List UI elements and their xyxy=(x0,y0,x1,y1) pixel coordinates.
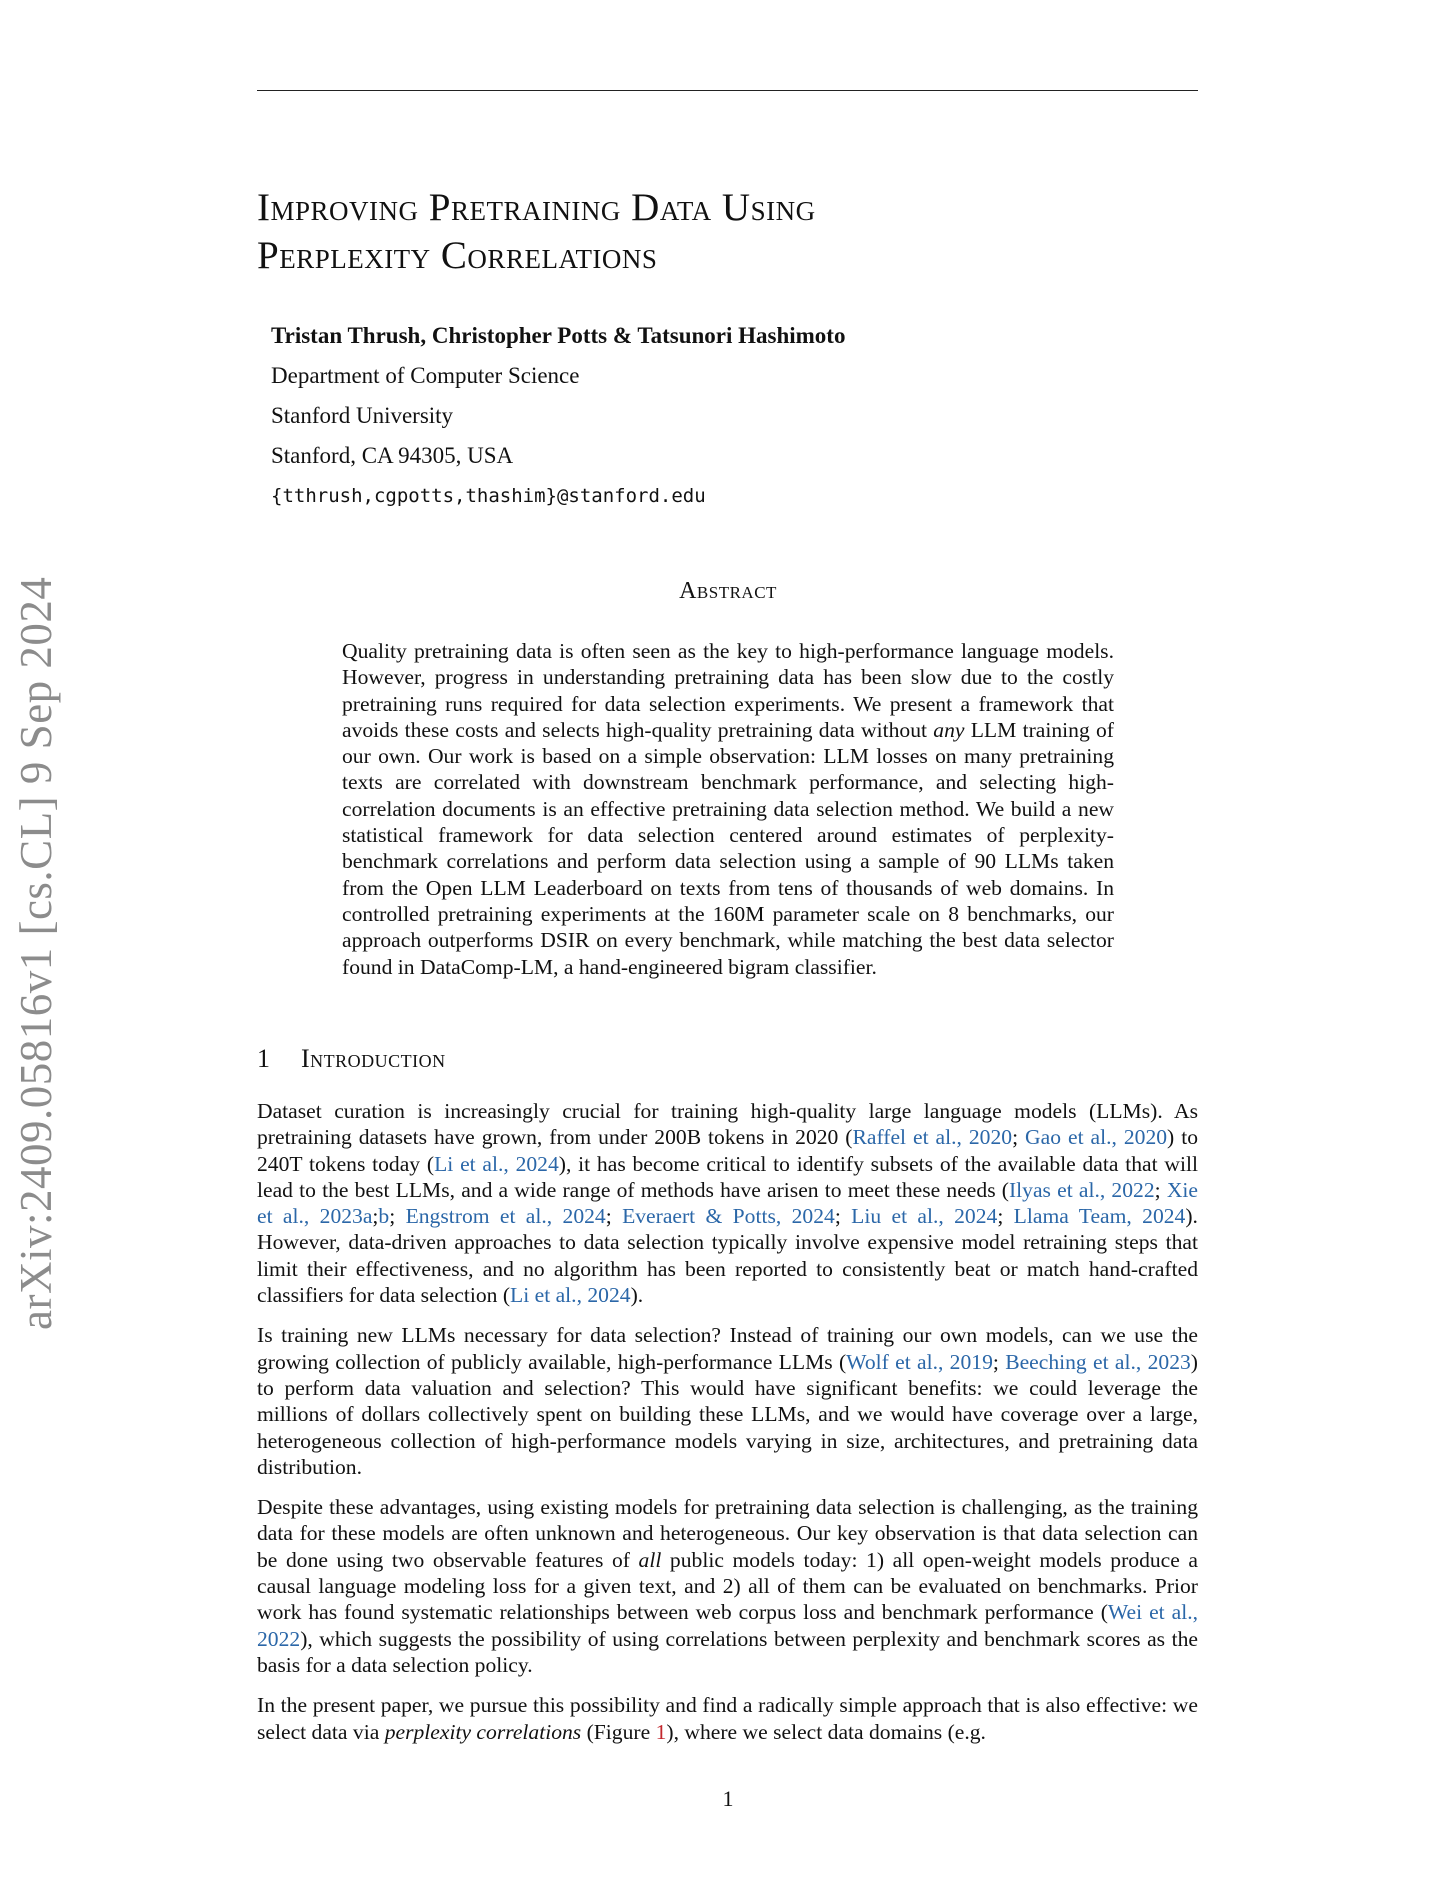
section-number: 1 xyxy=(257,1044,270,1073)
text-run: ; xyxy=(1154,1177,1167,1202)
citation-link[interactable]: Xie et al., 2023a xyxy=(257,1177,1198,1229)
text-run: ). xyxy=(630,1283,644,1308)
citation-link[interactable]: Li et al., 2024 xyxy=(510,1283,631,1308)
citation-link[interactable]: Wolf et al., 2019 xyxy=(846,1349,993,1374)
citation-link[interactable]: Beeching et al., 2023 xyxy=(1005,1349,1191,1374)
paper-title xyxy=(257,184,816,280)
figure-ref-link[interactable]: 1 xyxy=(655,1719,667,1744)
author-address: Stanford, CA 94305, USA xyxy=(271,443,514,468)
citation-link[interactable]: Raffel et al., 2020 xyxy=(852,1125,1013,1150)
citation-link[interactable]: Engstrom et al., 2024 xyxy=(405,1204,606,1229)
text-run: ; xyxy=(997,1204,1014,1229)
author-names: Tristan Thrush, Christopher Potts & Tatsunori Hashimoto xyxy=(271,323,846,348)
paragraph xyxy=(257,1692,1198,1745)
abstract-text xyxy=(342,638,1114,980)
text-run: ; xyxy=(389,1204,406,1229)
citation-link[interactable]: Llama Team, 2024 xyxy=(1013,1204,1186,1229)
text-run: ; xyxy=(605,1204,623,1229)
top-rule xyxy=(257,90,1198,91)
text-run: (Figure xyxy=(581,1719,656,1744)
author-block xyxy=(271,320,845,520)
citation-link[interactable]: Liu et al., 2024 xyxy=(851,1204,998,1229)
text-run: ), it has become critical to identify subsets of the available data that will lead to the best LLMs, and a wide range of methods have arisen to meet these needs ( xyxy=(257,1151,1198,1202)
citation-link[interactable]: Li et al., 2024 xyxy=(434,1151,559,1176)
citation-link[interactable]: Gao et al., 2020 xyxy=(1025,1125,1168,1150)
abstract-part-1: Quality pretraining data is often seen as the key to high-performance language models. However, progress in understanding pretraining data has been slow due to the costly pretraining runs required for data selection experiments. We present a framework that avoids these costs and selects high-quality pretraining data without xyxy=(342,639,1114,742)
paragraph xyxy=(257,1322,1198,1480)
text-run: Is training new LLMs necessary for data selection? Instead of training our own models, can we use the growing collection of publicly available, high-performance LLMs ( xyxy=(257,1323,1198,1374)
author-department: Department of Computer Science xyxy=(271,363,580,388)
text-run: ; xyxy=(1012,1125,1026,1150)
title-line-2: Perplexity Correlations xyxy=(257,234,658,277)
text-run: ; xyxy=(992,1349,1006,1374)
arxiv-stamp: arXiv:2409.05816v1 [cs.CL] 9 Sep 2024 xyxy=(11,576,61,1330)
text-run: Dataset curation is increasingly crucial for training high-quality large language models (LLMs). As pretraining datasets have grown, from under 200B tokens in 2020 ( xyxy=(257,1099,1198,1150)
title-line-1: Improving Pretraining Data Using xyxy=(257,186,816,229)
introduction-body xyxy=(257,1098,1198,1759)
emphasis: perplexity correlations xyxy=(384,1719,582,1744)
text-run: ; xyxy=(372,1204,379,1229)
text-run: public models today: 1) all open-weight models produce a causal language modeling loss for a given text, and 2) all of them can be evaluated on benchmarks. Prior work has found systematic relationships between web corpus loss and benchmark performance ( xyxy=(257,1547,1199,1625)
section-name: Introduction xyxy=(301,1044,446,1073)
text-run: ) to perform data valuation and selection? This would have significant benefits: we could leverage the millions of dollars collectively spent on building these LLMs, and we would have coverage over a large, heterogeneous collection of high-performance models varying in size, architectures, and pretraining data distribution. xyxy=(257,1349,1198,1479)
citation-link[interactable]: Ilyas et al., 2022 xyxy=(1008,1177,1155,1202)
text-run: ), which suggests the possibility of using correlations between perplexity and benchmark scores as the basis for a data selection policy. xyxy=(257,1626,1198,1677)
author-university: Stanford University xyxy=(271,403,454,428)
abstract-heading: Abstract xyxy=(679,578,777,604)
abstract-part-2: LLM training of our own. Our work is based on a simple observation: LLM losses on many pretraining texts are correlated with downstream benchmark performance, and selecting high-correlation documents is an effective pretraining data selection method. We build a new statistical framework for data selection centered around estimates of perplexity-benchmark correlations and perform data selection using a sample of 90 LLMs taken from the Open LLM Leaderboard on texts from tens of thousands of web domains. In controlled pretraining experiments at the 160M parameter scale on 8 benchmarks, our approach outperforms DSIR on every benchmark, while matching the best data selector found in DataComp-LM, a hand-engineered bigram classifier. xyxy=(342,717,1114,979)
text-run: ), where we select data domains (e.g. xyxy=(666,1719,986,1744)
text-run: ). However, data-driven approaches to data selection typically involve expensive model retraining steps that limit their effectiveness, and no algorithm has been reported to consistently beat or match hand-crafted classifiers for data selection ( xyxy=(257,1204,1198,1308)
text-run: ) to 240T tokens today ( xyxy=(257,1125,1198,1176)
text-run: ; xyxy=(834,1204,852,1229)
text-run: In the present paper, we pursue this possibility and find a radically simple approach that is also effective: we select data via xyxy=(257,1693,1198,1744)
section-heading xyxy=(257,1044,446,1074)
page-number: 1 xyxy=(722,1786,734,1811)
abstract-emphasis: any xyxy=(933,717,965,742)
citation-link[interactable]: Wei et al., 2022 xyxy=(257,1600,1199,1651)
text-run: Despite these advantages, using existing models for pretraining data selection is challenging, as the training data for these models are often unknown and heterogeneous. Our key observation is that data selection can be done using two observable features of xyxy=(257,1495,1198,1572)
paragraph xyxy=(257,1494,1198,1678)
citation-link[interactable]: Everaert & Potts, 2024 xyxy=(622,1204,835,1229)
paragraph xyxy=(257,1098,1198,1308)
emphasis: all xyxy=(638,1547,662,1572)
author-email: {tthrush,cgpotts,thashim}@stanford.edu xyxy=(271,485,706,507)
citation-link[interactable]: b xyxy=(378,1204,390,1229)
